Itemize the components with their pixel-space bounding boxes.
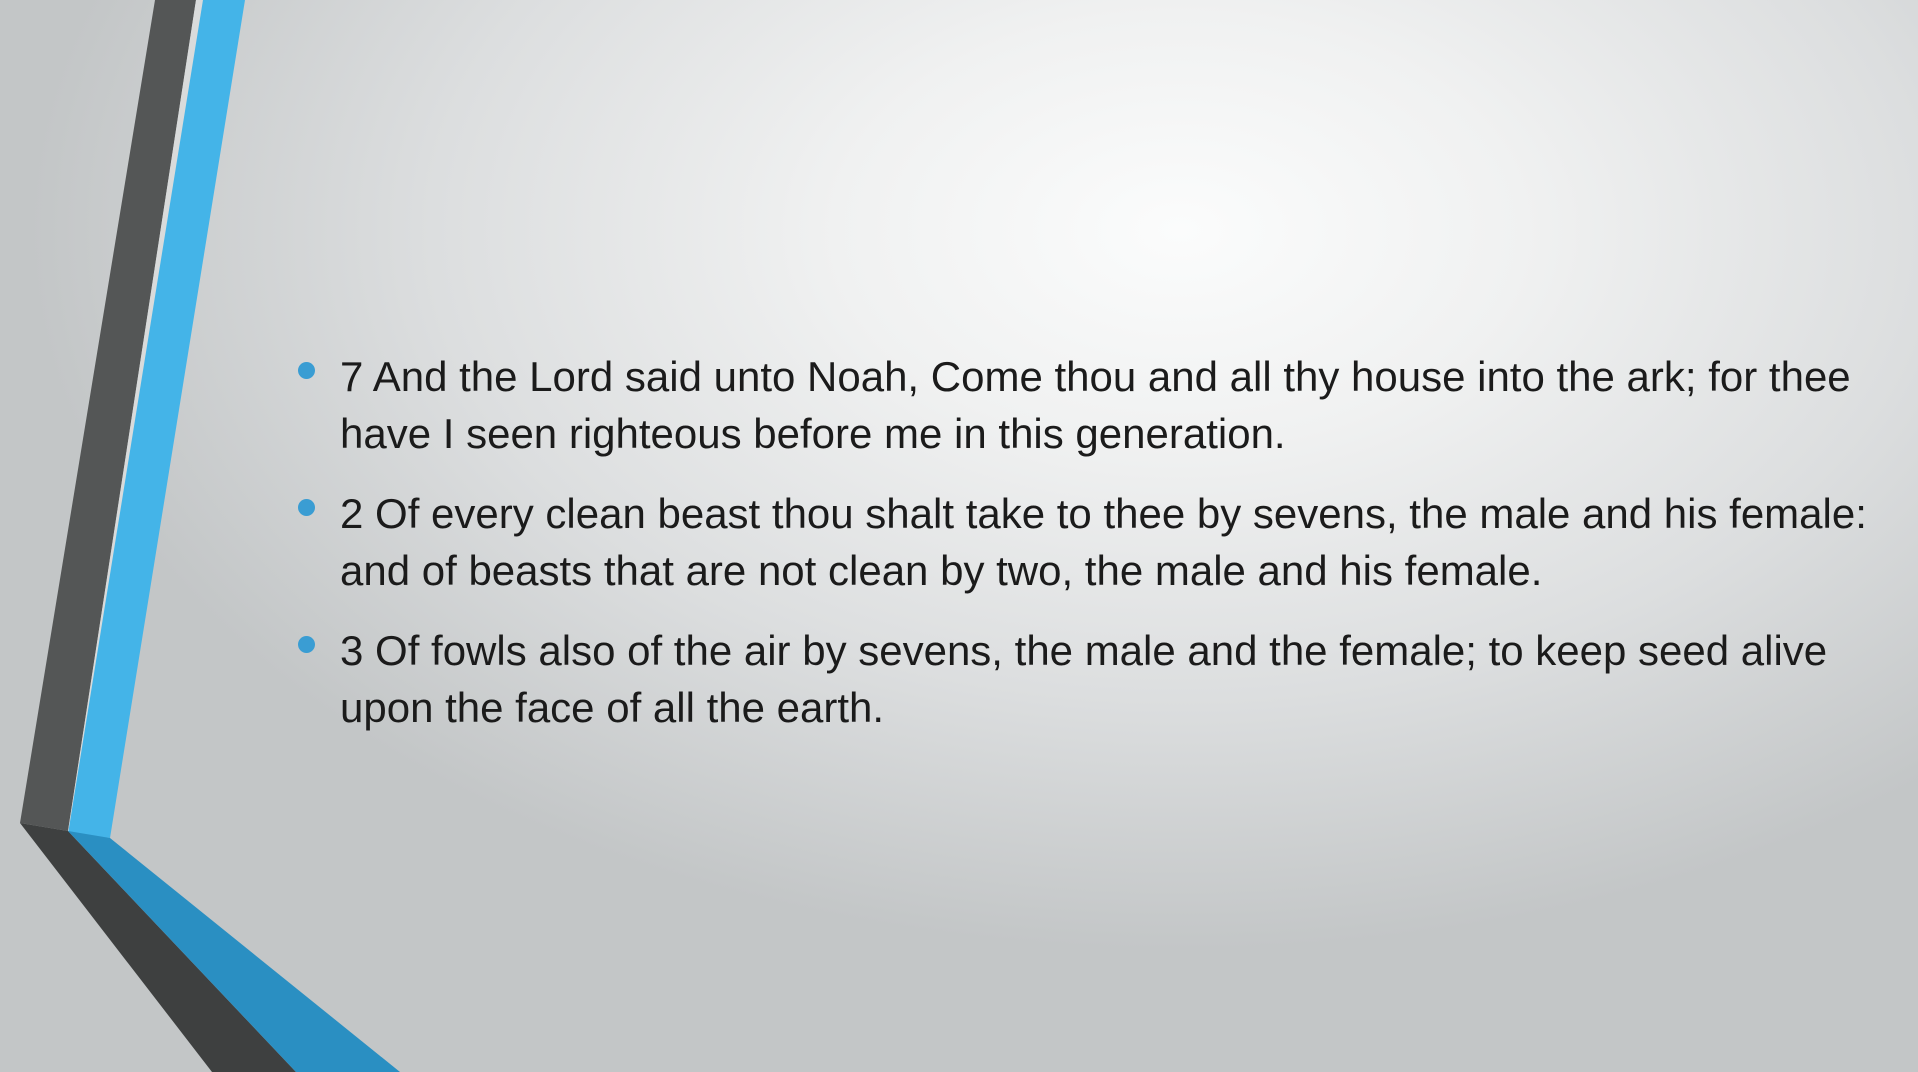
- verse-text: 3 Of fowls also of the air by sevens, the male and the female; to keep seed alive upon the face of all the earth.: [340, 627, 1828, 731]
- bullet-dot-icon: [298, 499, 315, 516]
- bullet-dot-icon: [298, 362, 315, 379]
- bullet-list: [290, 348, 1870, 736]
- decor-gray-diagonal: [20, 823, 296, 1072]
- bullet-dot-icon: [298, 636, 315, 653]
- verse-text: 2 Of every clean beast thou shalt take to thee by sevens, the male and his female: and of beasts that are not clean by two, the male and his female.: [340, 490, 1867, 594]
- verse-text: 7 And the Lord said unto Noah, Come thou and all thy house into the ark; for thee have I seen righteous before me in this generation.: [340, 353, 1851, 457]
- slide-body: [290, 348, 1870, 759]
- bullet-item: [290, 348, 1870, 462]
- bullet-item: [290, 485, 1870, 599]
- bullet-item: [290, 622, 1870, 736]
